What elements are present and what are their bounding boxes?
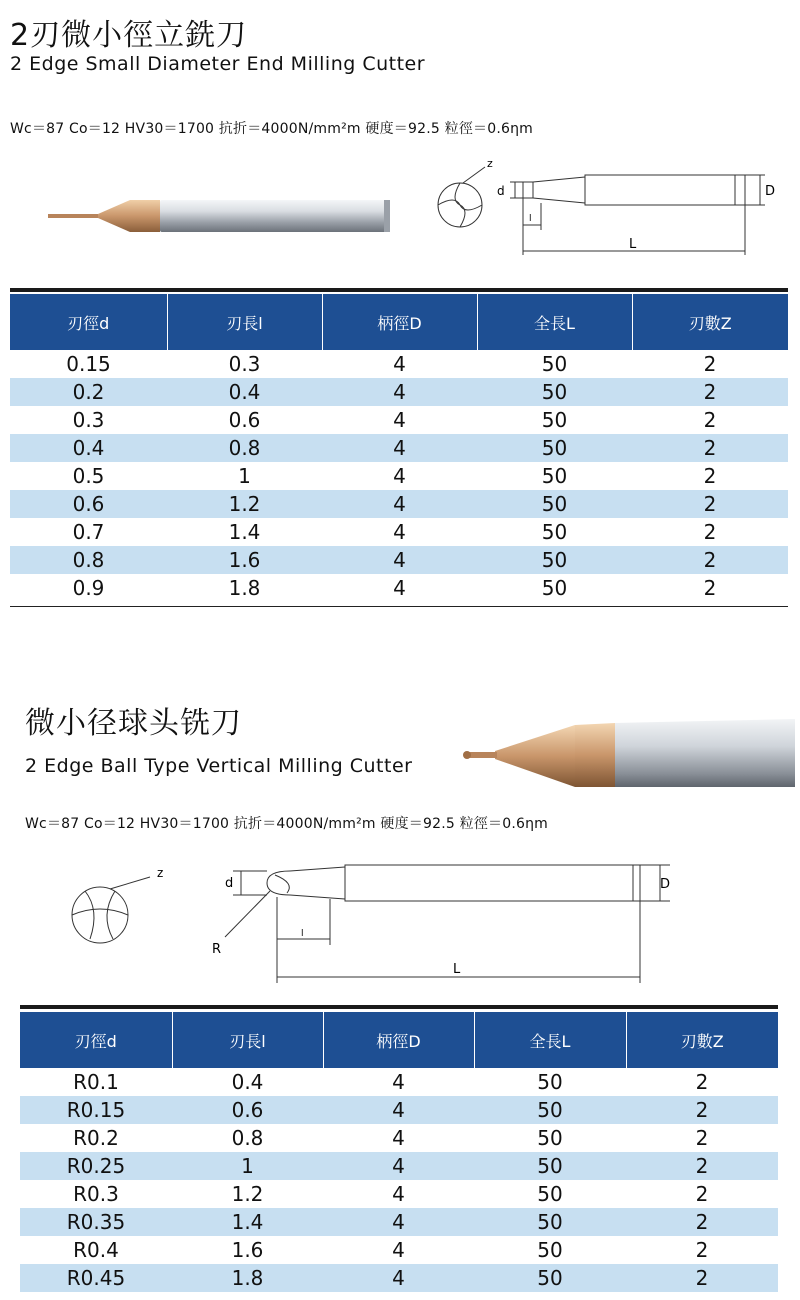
table-cell: 4 — [323, 1096, 474, 1124]
table-cell: 1.6 — [231, 1238, 264, 1262]
drawing2-label-d: d — [225, 876, 234, 891]
table-cell: 4 — [393, 520, 406, 544]
ball-end-mill-drawing — [55, 855, 695, 985]
table-cell: 1 — [238, 464, 251, 488]
column-header: 刃長l — [172, 1012, 323, 1068]
table-cell: 1.4 — [172, 1208, 323, 1236]
table-cell: 50 — [477, 546, 632, 574]
table-cell: R0.35 — [20, 1208, 172, 1236]
table-cell: R0.15 — [20, 1096, 172, 1124]
drawing-label-z: z — [487, 157, 493, 170]
table-cell: 50 — [541, 576, 568, 600]
table-cell: 0.3 — [228, 352, 261, 376]
table-row — [10, 434, 788, 462]
table-cell: 4 — [322, 490, 477, 518]
table-cell: 2 — [626, 1152, 778, 1180]
section1-spec-line: Wc＝87 Co＝12 HV30＝1700 抗折＝4000N/mm²m 硬度＝92.5 粒徑＝0.6ηm — [10, 121, 533, 137]
table-cell: 0.4 — [167, 378, 322, 406]
table-cell: 4 — [393, 408, 406, 432]
drawing2-label-z: z — [157, 866, 164, 880]
table-cell: 0.3 — [72, 408, 105, 432]
table-cell: 50 — [541, 520, 568, 544]
section2-title-en: 2 Edge Ball Type Vertical Milling Cutter — [25, 755, 413, 777]
column-header: 全長L — [477, 294, 632, 350]
table-row — [20, 1124, 778, 1152]
column-header: 刃徑d — [20, 1012, 172, 1068]
table-cell: R0.4 — [73, 1238, 119, 1262]
table-cell: 4 — [393, 576, 406, 600]
table-cell: R0.1 — [73, 1070, 119, 1094]
table-cell: 4 — [322, 378, 477, 406]
table-cell: 4 — [392, 1182, 405, 1206]
table-row — [20, 1096, 778, 1124]
table-cell: R0.2 — [73, 1126, 119, 1150]
table-cell: 4 — [322, 546, 477, 574]
table-cell: 2 — [695, 1070, 709, 1094]
column-header: 全長L — [474, 1012, 626, 1068]
table-cell: 2 — [626, 1264, 778, 1292]
table-cell: 2 — [703, 352, 717, 376]
table-cell: 1.2 — [167, 490, 322, 518]
end-mill-drawing — [415, 155, 780, 260]
table-cell: 0.6 — [10, 490, 167, 518]
table2-header-row — [20, 1012, 778, 1068]
table1-header-row — [10, 294, 788, 350]
table-row — [10, 518, 788, 546]
table-cell: 50 — [477, 490, 632, 518]
table-cell: 50 — [474, 1264, 626, 1292]
table-cell: R0.3 — [73, 1182, 119, 1206]
column-header: 刃數Z — [632, 294, 788, 350]
table-row — [10, 490, 788, 518]
table-cell: 0.4 — [231, 1070, 264, 1094]
table-row — [20, 1208, 778, 1236]
table-cell: 50 — [541, 464, 568, 488]
table-cell: 2 — [632, 546, 788, 574]
section2-spec-line: Wc＝87 Co＝12 HV30＝1700 抗折＝4000N/mm²m 硬度＝92.5 粒徑＝0.6ηm — [25, 816, 548, 832]
table-cell: 50 — [541, 352, 568, 376]
table-cell: 2 — [632, 490, 788, 518]
table-cell: 4 — [393, 352, 406, 376]
table-cell: 0.9 — [72, 576, 105, 600]
column-header: 柄徑D — [322, 294, 477, 350]
table-cell: R0.25 — [20, 1152, 172, 1180]
table-cell: 2 — [695, 1238, 709, 1262]
table-cell: 50 — [477, 378, 632, 406]
table-cell: 2 — [626, 1096, 778, 1124]
table-cell: 1.6 — [167, 546, 322, 574]
table-cell: 4 — [392, 1238, 405, 1262]
table-cell: 0.5 — [72, 464, 105, 488]
section1-title-zh: 2刃微小徑立銑刀 — [10, 18, 248, 53]
section2-title-zh: 微小径球头铣刀 — [25, 706, 242, 741]
table-cell: 1.4 — [228, 520, 261, 544]
column-header: 刃長l — [167, 294, 322, 350]
table-cell: 50 — [474, 1096, 626, 1124]
table-cell: 4 — [323, 1152, 474, 1180]
table-cell: 0.7 — [72, 520, 105, 544]
table-row — [10, 546, 788, 574]
table-cell: 2 — [626, 1208, 778, 1236]
table-cell: 2 — [703, 464, 717, 488]
table-cell: 4 — [392, 1070, 405, 1094]
table1 — [10, 294, 788, 602]
table-cell: 0.6 — [228, 408, 261, 432]
drawing-label-L: L — [629, 237, 637, 252]
table-row — [10, 462, 788, 490]
table-row — [10, 378, 788, 406]
drawing2-label-R: R — [212, 942, 222, 957]
table-row — [20, 1152, 778, 1180]
section1-title-en: 2 Edge Small Diameter End Milling Cutter — [10, 53, 426, 75]
table-cell: 50 — [474, 1152, 626, 1180]
table-row — [10, 574, 788, 602]
ball-end-mill-photo — [455, 715, 795, 795]
table-cell: 50 — [537, 1070, 563, 1094]
table-cell: 4 — [393, 464, 406, 488]
table-cell: 0.15 — [66, 352, 111, 376]
table-cell: 50 — [541, 408, 568, 432]
table-cell: 4 — [323, 1208, 474, 1236]
table-cell: 1.2 — [231, 1182, 264, 1206]
table-cell: 2 — [695, 1126, 709, 1150]
drawing-label-D: D — [765, 184, 776, 199]
end-mill-photo — [40, 196, 395, 236]
table1-top-rule — [10, 288, 788, 292]
table-cell: 50 — [474, 1208, 626, 1236]
table-cell: 2 — [632, 434, 788, 462]
table2-top-rule — [20, 1005, 778, 1009]
column-header: 刃數Z — [626, 1012, 778, 1068]
table-cell: 1.8 — [172, 1264, 323, 1292]
table-cell: 50 — [477, 434, 632, 462]
table-cell: 0.4 — [10, 434, 167, 462]
column-header: 刃徑d — [10, 294, 167, 350]
table-cell: 50 — [537, 1182, 563, 1206]
table-cell: 1.8 — [228, 576, 261, 600]
table-cell: 50 — [537, 1238, 563, 1262]
drawing2-label-D: D — [660, 877, 671, 892]
drawing2-label-l: l — [301, 929, 304, 939]
table-cell: 1 — [172, 1152, 323, 1180]
drawing-label-d: d — [497, 184, 505, 198]
table-cell: 2 — [695, 1182, 709, 1206]
table-cell: R0.45 — [20, 1264, 172, 1292]
table-cell: 4 — [392, 1126, 405, 1150]
table2 — [20, 1012, 778, 1292]
table-row — [20, 1264, 778, 1292]
table-cell: 2 — [703, 520, 717, 544]
table1-bottom-rule — [10, 606, 788, 607]
table-cell: 0.8 — [231, 1126, 264, 1150]
table-cell: 0.8 — [167, 434, 322, 462]
table-cell: 50 — [537, 1126, 563, 1150]
column-header: 柄徑D — [323, 1012, 474, 1068]
table-row — [20, 1236, 778, 1264]
table-row — [10, 406, 788, 434]
drawing2-label-L: L — [453, 962, 461, 977]
table-cell: 4 — [322, 434, 477, 462]
drawing-label-l: l — [529, 214, 532, 224]
table-cell: 4 — [323, 1264, 474, 1292]
table-row — [20, 1068, 778, 1096]
table-cell: 0.8 — [10, 546, 167, 574]
table-cell: 0.6 — [172, 1096, 323, 1124]
table-cell: 2 — [703, 576, 717, 600]
table-row — [20, 1180, 778, 1208]
table-cell: 0.2 — [10, 378, 167, 406]
table-cell: 2 — [632, 378, 788, 406]
table-row — [10, 350, 788, 378]
table-cell: 2 — [703, 408, 717, 432]
